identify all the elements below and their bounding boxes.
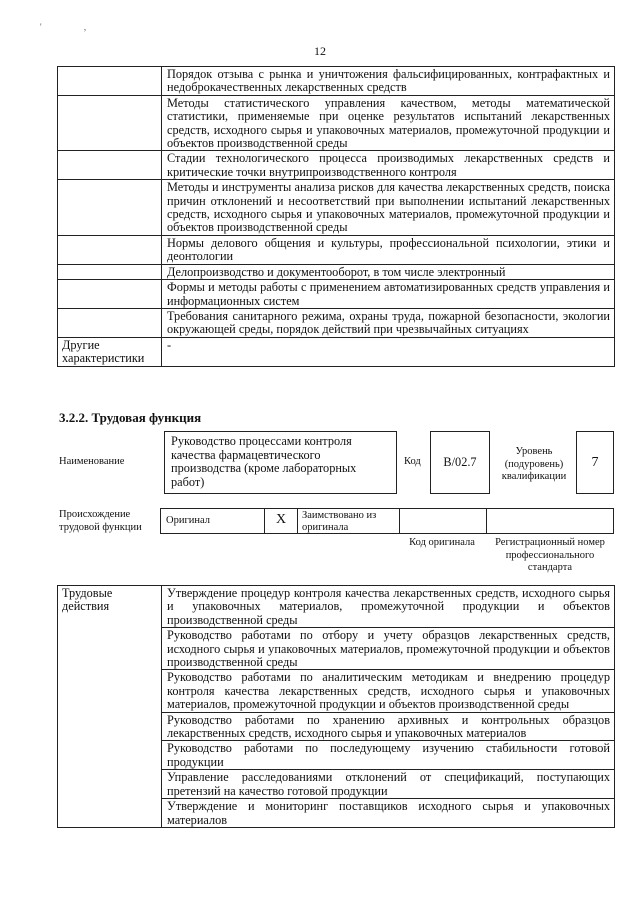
row-text-cell: Формы и методы работы с применением автоматизированных средств управления и информационных систем [162, 280, 615, 309]
labor-action-item: Руководство работами по аналитическим методикам и внедрению процедур контроля качества лекарственных средств, исходного сырья и упаковочных материалов, промежуточной продукции и объектов производственной среды [162, 670, 615, 712]
code-label: Код [404, 456, 421, 467]
origin-original-cell [160, 508, 265, 534]
origin-reg-cell [486, 508, 614, 534]
row-label-cell [58, 264, 162, 279]
table-row [58, 180, 615, 236]
row-text-cell: - [162, 337, 615, 366]
row-text-cell: Делопроизводство и документооборот, в том числе электронный [162, 264, 615, 279]
knowledge-table [57, 66, 615, 367]
row-label-cell [58, 235, 162, 264]
table-row [58, 67, 615, 96]
level-value-box: 7 [576, 431, 614, 494]
labor-actions-label: Трудовые действия [58, 586, 162, 828]
row-label-cell [58, 280, 162, 309]
row-label-cell: Другие характеристики [58, 337, 162, 366]
labor-action-item: Утверждение и мониторинг поставщиков исходного сырья и упаковочных материалов [162, 799, 615, 828]
origin-code-cell [399, 508, 487, 534]
row-label-cell [58, 67, 162, 96]
level-label: Уровень (подуровень) квалификации [501, 446, 567, 482]
labor-action-item: Руководство работами по хранению архивных и контрольных образцов лекарственных средств, исходного сырья и упаковочных материалов [162, 712, 615, 741]
origin-reg-caption: Регистрационный номер профессионального стандарта [495, 537, 605, 573]
row-text-cell: Требования санитарного режима, охраны труда, пожарной безопасности, экологии окружающей среды, порядок действий при чрезвычайных ситуациях [162, 308, 615, 337]
section-title: 3.2.2. Трудовая функция [59, 410, 202, 425]
labor-action-item: Утверждение процедур контроля качества лекарственных средств, исходного сырья и упаковочных материалов, промежуточной продукции и объектов производственной среды [162, 586, 615, 628]
corner-marks: ' , [40, 22, 107, 32]
row-label-cell [58, 308, 162, 337]
origin-borrowed-cell: Заимствовано из оригинала [297, 508, 400, 534]
origin-code-caption: Код оригинала [409, 537, 475, 548]
table-row [58, 151, 615, 180]
origin-mark-cell: X [264, 508, 298, 534]
row-text-cell: Порядок отзыва с рынка и уничтожения фальсифицированных, контрафактных и недоброкачественных лекарственных средств [162, 67, 615, 96]
row-label-cell [58, 180, 162, 236]
row-text-cell: Методы статистического управления качеством, методы математической статистики, применяемые при оценке результатов испытаний лекарственных средств, исходного сырья и упаковочных материалов, промежуточной продукции и объектов производственной среды [162, 95, 615, 151]
table-row [58, 264, 615, 279]
row-text-cell: Нормы делового общения и культуры, профессиональной психологии, этики и деонтологии [162, 235, 615, 264]
row-text-cell: Стадии технологического процесса производимых лекарственных средств и критические точки внутрипроизводственного контроля [162, 151, 615, 180]
table-row [58, 586, 615, 628]
origin-label: Происхождение трудовой функции [59, 509, 142, 533]
function-name-box: Руководство процессами контроля качества фармацевтического производства (кроме лабораторных работ) [164, 431, 397, 494]
row-label-cell [58, 151, 162, 180]
table-row [58, 280, 615, 309]
labor-action-item: Руководство работами по последующему изучению стабильности готовой продукции [162, 741, 615, 770]
labor-actions-table [57, 585, 615, 828]
labor-action-item: Руководство работами по отбору и учету образцов лекарственных средств, исходного сырья и упаковочных материалов, промежуточной продукции и объектов производственной среды [162, 628, 615, 670]
name-label: Наименование [59, 456, 125, 467]
labor-action-item: Управление расследованиями отклонений от спецификаций, поступающих претензий на качество готовой продукции [162, 770, 615, 799]
table-row [58, 337, 615, 366]
page-number: 12 [314, 44, 326, 58]
row-label-cell [58, 95, 162, 151]
table-row [58, 95, 615, 151]
table-row [58, 235, 615, 264]
row-text-cell: Методы и инструменты анализа рисков для качества лекарственных средств, поиска причин отклонений и несоответствий при выполнении испытаний лекарственных средств, исходного сырья и упаковочных материалов, промежуточной продукции и объектов производственной среды [162, 180, 615, 236]
table-row [58, 308, 615, 337]
origin-original-label: Оригинал [166, 515, 210, 526]
code-value-box: B/02.7 [430, 431, 490, 494]
